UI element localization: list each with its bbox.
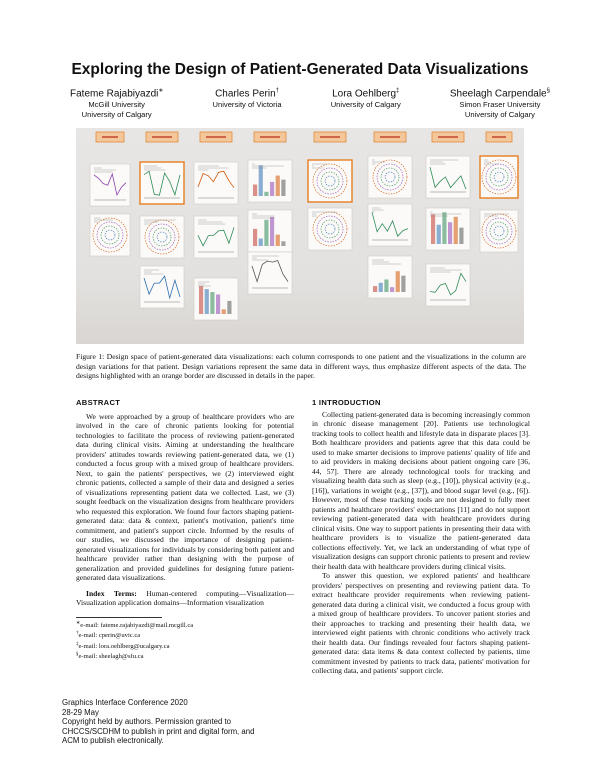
footnote	[76, 651, 294, 662]
footnote-email: e-mail: fateme.rajabiyazdi@mail.mcgill.ca	[80, 621, 194, 629]
sketch-bar	[281, 180, 285, 196]
sketch-bar	[227, 301, 231, 314]
sketch-bar	[216, 294, 220, 314]
conference-notice	[62, 698, 262, 746]
sketch-card	[194, 216, 238, 258]
introduction-paragraph-1: Collecting patient-generated data is becoming increasingly common in chronic disease management [20]. Patients use technological tracking tools to collect health and lifestyle data in disparate places [3]. Both healthcare providers and patients agree that this data could be used to make smarter decisions to improve patients' quality of life and to aid providers in making decisions about patient ongoing care [36, 44, 57]. There are already technological tools for tracking and visualizing health data such as sleep (e.g., [10]), physical activity (e.g., [16]), variations in weight (e.g., [37]), and blood sugar level (e.g., [6]). However, most of these tracking tools are not designed to fully meet patients and healthcare providers' expectations [11] and do not support reviewing patient-generated data with healthcare providers during clinical visits. One way to support patients in presenting their data with healthcare providers is to visualize the patient-generated data collections effectively. Yet, we lack an understanding of what type of visualization designs can support chronic patients to present and review their health data with healthcare providers during clinical visits.	[312, 409, 530, 571]
sketch-bar	[454, 217, 458, 244]
conference-line: Graphics Interface Conference 2020	[62, 698, 188, 707]
footnote	[76, 630, 294, 641]
author-4	[450, 86, 550, 121]
sketch-bar	[442, 212, 446, 244]
footnote	[76, 641, 294, 652]
introduction-heading: 1 INTRODUCTION	[312, 398, 381, 407]
sketch-bar	[448, 222, 452, 244]
sketch-bar	[210, 292, 214, 314]
patient-label-text	[492, 136, 506, 138]
index-terms-label: Index Terms:	[86, 588, 137, 598]
conference-line: CHCCS/SCDHM to publish in print and digital form, and	[62, 726, 255, 736]
author-affiliation: University of Victoria	[212, 99, 282, 109]
footnote-email: e-mail: lora.oehlberg@ucalgary.ca	[78, 642, 170, 650]
sketch-card	[426, 264, 470, 306]
sketch-bar	[222, 309, 226, 314]
footnote-mark: ∗	[76, 620, 81, 626]
sketch-bar	[384, 279, 388, 292]
index-terms-text: Human-centered computing—Visualization—Visualization application domains—Information visualization	[76, 588, 294, 607]
author-affiliation: McGill University	[88, 99, 145, 109]
author-mark: ‡	[396, 88, 400, 94]
visualization-wall-photo	[76, 128, 524, 344]
patient-label-text	[102, 136, 118, 138]
conference-line: 28-29 May	[62, 707, 99, 717]
patient-label-text	[260, 136, 280, 138]
sketch-bar	[396, 271, 400, 292]
footnote-mark: †	[76, 631, 79, 637]
footnote-email: e-mail: sheelagh@sfu.ca	[78, 653, 144, 661]
sketch-bar	[276, 176, 280, 196]
author-affiliation: University of Calgary	[81, 110, 152, 120]
sketch-bar	[459, 228, 463, 244]
conference-line: ACM to publish electronically.	[62, 736, 164, 746]
sketch-bar	[205, 289, 209, 314]
sketch-bar	[373, 286, 377, 292]
sketch-bar	[270, 182, 274, 196]
patient-label-text	[320, 136, 340, 138]
author-affiliation: University of Calgary	[330, 99, 401, 109]
author-3	[331, 86, 401, 121]
conference-line: Copyright held by authors. Permission granted to	[62, 717, 232, 727]
right-column	[312, 398, 530, 676]
author-name: Lora Oehlberg	[332, 88, 397, 100]
sketch-bar	[264, 220, 268, 246]
footnote	[76, 620, 294, 631]
sketch-bar	[276, 235, 280, 246]
sketch-bar	[259, 238, 263, 246]
patient-label-text	[438, 136, 458, 138]
index-terms	[76, 589, 294, 608]
abstract-heading: ABSTRACT	[76, 398, 121, 407]
sketch-card	[368, 156, 412, 198]
sketch-bar	[264, 192, 268, 196]
sketch-card	[308, 160, 352, 202]
author-name: Sheelagh Carpendale	[449, 88, 547, 100]
sketch-bar	[253, 185, 257, 196]
sketch-bar	[379, 283, 383, 292]
teaser-photo	[76, 128, 524, 344]
abstract-text: We were approached by a group of healthcare providers who are involved in the care of chronic patients looking for potential technologies to facilitate the process of reviewing patient-generated data during clinical visits. Aiming at understanding the healthcare providers' attitudes towards reviewing patient-generated data, we (1) conducted a focus group with a mixed group of healthcare providers. Next, to gain the patients' perspectives, we (2) interviewed eight chronic patients, collected a sample of their data and designed a series of visualizations representing patient data we collected. Last, we (3) sought feedback on the visualization designs from healthcare providers who requested this exploration. We found four factors shaping patient-generated data: data & context, patient's motivation, patient's time commitment, and patient's support circle. Informed by the results of our studies, we discussed the importance of designing patient-generated visualizations for individuals by considering both patient and healthcare provider rather than designing with the purpose of generalization and provided guidelines for designing future patient-generated data visualizations.	[76, 411, 294, 582]
patient-label-text	[206, 136, 226, 138]
patient-label-text	[152, 136, 172, 138]
sketch-bar	[431, 214, 435, 244]
sketch-bar	[401, 276, 405, 292]
footnote-email: e-mail: cperin@uvic.ca	[78, 632, 141, 640]
sketch-card	[140, 216, 184, 258]
sketch-bar	[281, 241, 285, 246]
sketch-card	[90, 214, 130, 256]
author-mark: §	[546, 88, 550, 94]
sketch-bar	[253, 229, 257, 246]
sketch-bar	[437, 225, 441, 244]
patient-label-text	[380, 136, 400, 138]
footnote-rule	[76, 617, 162, 618]
sketch-card	[368, 204, 412, 246]
author-affiliation: Simon Fraser University	[459, 99, 541, 109]
author-block	[70, 86, 550, 121]
sketch-bar	[390, 287, 394, 292]
sketch-card	[308, 208, 352, 250]
author-name: Fateme Rajabiyazdi	[70, 88, 159, 100]
sketch-bar	[199, 286, 203, 314]
introduction-paragraph-2: To answer this question, we explored patients' and healthcare providers' perspectives on presenting and reviewing patient data. To extract healthcare provider requirements when reviewing patient-generated data during a clinical visit, we conducted a focus group with a mixed group of healthcare providers. To uncover patient stories and their approaches to tracking and presenting their health data, we interviewed eight patients with chronic conditions who actively track their health data. Our findings revealed four factors shaping patient-generated data: data items & data context collected by patients, time commitment invested by patients to track data, patients' motivation for collecting data, and patients' support circle.	[312, 571, 530, 675]
sketch-bar	[270, 217, 274, 246]
sketch-bar	[259, 165, 263, 196]
left-column	[76, 398, 294, 662]
sketch-card	[194, 162, 238, 204]
footnotes	[76, 620, 294, 662]
author-2	[213, 86, 282, 121]
author-1	[70, 86, 163, 121]
author-affiliation: University of Calgary	[464, 110, 535, 120]
footnote-mark: ‡	[76, 641, 79, 647]
author-mark: ∗	[158, 88, 164, 94]
footnote-mark: §	[76, 652, 79, 658]
paper-title: Exploring the Design of Patient-Generated Data Visualizations	[71, 61, 529, 78]
author-mark: †	[275, 88, 280, 94]
author-name: Charles Perin	[215, 88, 276, 100]
teaser-caption: Figure 1: Design space of patient-generated data visualizations: each column corresponds to one patient and the visualizations in the column are design variations for that patient. Design variations represent the same data in different ways, thus emphasize different aspects of the data. The designs highlighted with an orange border are discussed in details in the paper.	[76, 352, 526, 381]
